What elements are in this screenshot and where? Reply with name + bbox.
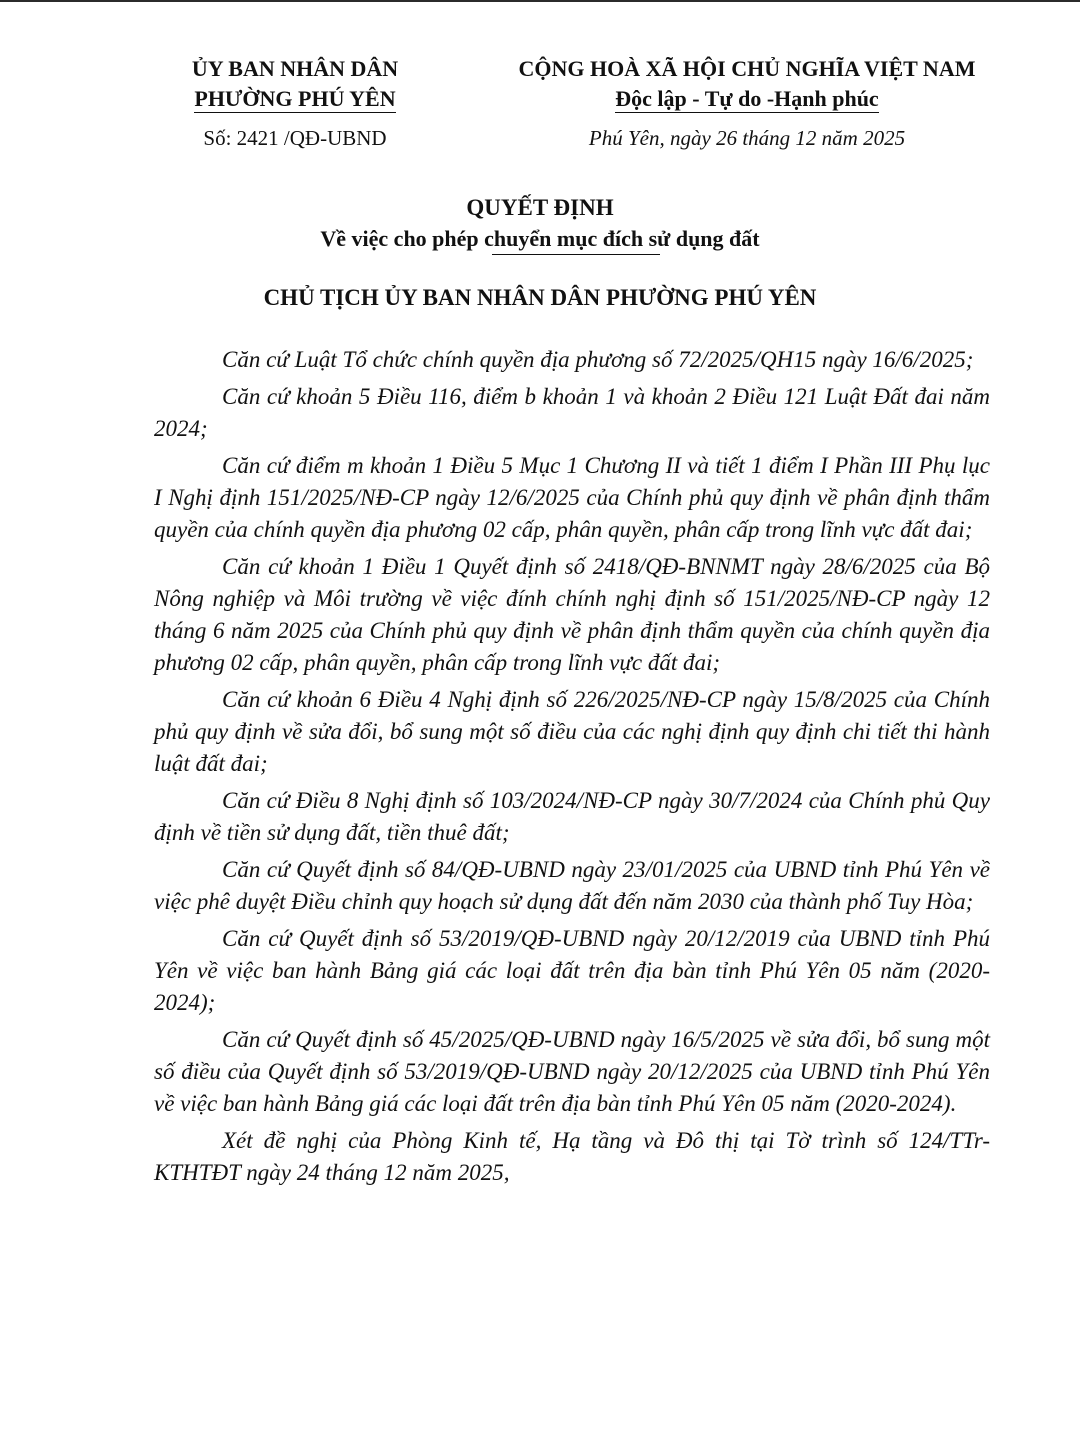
- legal-basis-section: [154, 344, 990, 1194]
- agency-name-line-1: ỦY BAN NHÂN DÂN: [191, 56, 399, 81]
- legal-basis-paragraph: Căn cứ Quyết định số 53/2019/QĐ-UBND ngày 20/12/2019 của UBND tỉnh Phú Yên về việc ban hành Bảng giá các loại đất trên địa bàn tỉnh Phú Yên 05 năm (2020-2024);: [154, 926, 990, 1015]
- decision-title: QUYẾT ĐỊNH: [466, 195, 614, 220]
- legal-basis-paragraph: Căn cứ Quyết định số 84/QĐ-UBND ngày 23/01/2025 của UBND tỉnh Phú Yên về việc phê duyệt Điều chỉnh quy hoạch sử dụng đất đến năm 2030 của thành phố Tuy Hòa;: [154, 857, 990, 914]
- legal-basis-paragraph: Căn cứ điểm m khoản 1 Điều 5 Mục 1 Chương II và tiết 1 điểm I Phần III Phụ lục I Nghị định 151/2025/NĐ-CP ngày 12/6/2025 của Chính phủ quy định về phân định thẩm quyền của chính quyền địa phương 02 cấp, phân quyền, phân cấp trong lĩnh vực đất đai;: [154, 453, 990, 542]
- legal-basis-paragraph: Căn cứ khoản 5 Điều 116, điểm b khoản 1 và khoản 2 Điều 121 Luật Đất đai năm 2024;: [154, 384, 990, 441]
- subtitle-underline-rule: [492, 254, 660, 255]
- page-top-border: [0, 0, 1080, 2]
- legal-basis-paragraph: Căn cứ Quyết định số 45/2025/QĐ-UBND ngày 16/5/2025 về sửa đổi, bổ sung một số điều của Quyết định số 53/2019/QĐ-UBND ngày 20/12/2025 của UBND tỉnh Phú Yên về việc ban hành Bảng giá các loại đất trên địa bàn tỉnh Phú Yên 05 năm (2020-2024).: [154, 1027, 990, 1116]
- decision-heading: [0, 192, 1080, 254]
- proposal-paragraph: Xét đề nghị của Phòng Kinh tế, Hạ tầng và Đô thị tại Tờ trình số 124/TTr-KTHTĐT ngày 24 tháng 12 năm 2025,: [154, 1128, 990, 1185]
- issuing-authority: CHỦ TỊCH ỦY BAN NHÂN DÂN PHƯỜNG PHÚ YÊN: [263, 285, 817, 310]
- legal-basis-paragraph: Căn cứ khoản 6 Điều 4 Nghị định số 226/2025/NĐ-CP ngày 15/8/2025 của Chính phủ quy định về sửa đổi, bổ sung một số điều của các nghị định quy định chi tiết thi hành luật đất đai;: [154, 687, 990, 776]
- national-heading-block: [492, 54, 1002, 152]
- issuing-agency-block: [150, 54, 440, 152]
- agency-name-line-2: PHƯỜNG PHÚ YÊN: [194, 86, 396, 111]
- decision-subtitle: Về việc cho phép chuyển mục đích sử dụng đất: [320, 226, 760, 251]
- legal-basis-paragraph: Căn cứ khoản 1 Điều 1 Quyết định số 2418/QĐ-BNNMT ngày 28/6/2025 của Bộ Nông nghiệp và Môi trường về việc đính chính nghị định số 151/2025/NĐ-CP ngày 12 tháng 6 năm 2025 của Chính phủ quy định về phân định thẩm quyền của chính quyền địa phương 02 cấp, phân quyền, phân cấp trong lĩnh vực đất đai;: [154, 554, 990, 675]
- place-and-date: Phú Yên, ngày 26 tháng 12 năm 2025: [588, 126, 906, 150]
- national-title: CỘNG HOÀ XÃ HỘI CHỦ NGHĨA VIỆT NAM: [518, 56, 976, 81]
- document-number: Số: 2421 /QĐ-UBND: [203, 126, 387, 150]
- legal-basis-paragraph: Căn cứ Luật Tổ chức chính quyền địa phương số 72/2025/QH15 ngày 16/6/2025;: [222, 347, 974, 372]
- national-motto: Độc lập - Tự do -Hạnh phúc: [615, 86, 879, 111]
- legal-basis-paragraph: Căn cứ Điều 8 Nghị định số 103/2024/NĐ-CP ngày 30/7/2024 của Chính phủ Quy định về tiền sử dụng đất, tiền thuê đất;: [154, 788, 990, 845]
